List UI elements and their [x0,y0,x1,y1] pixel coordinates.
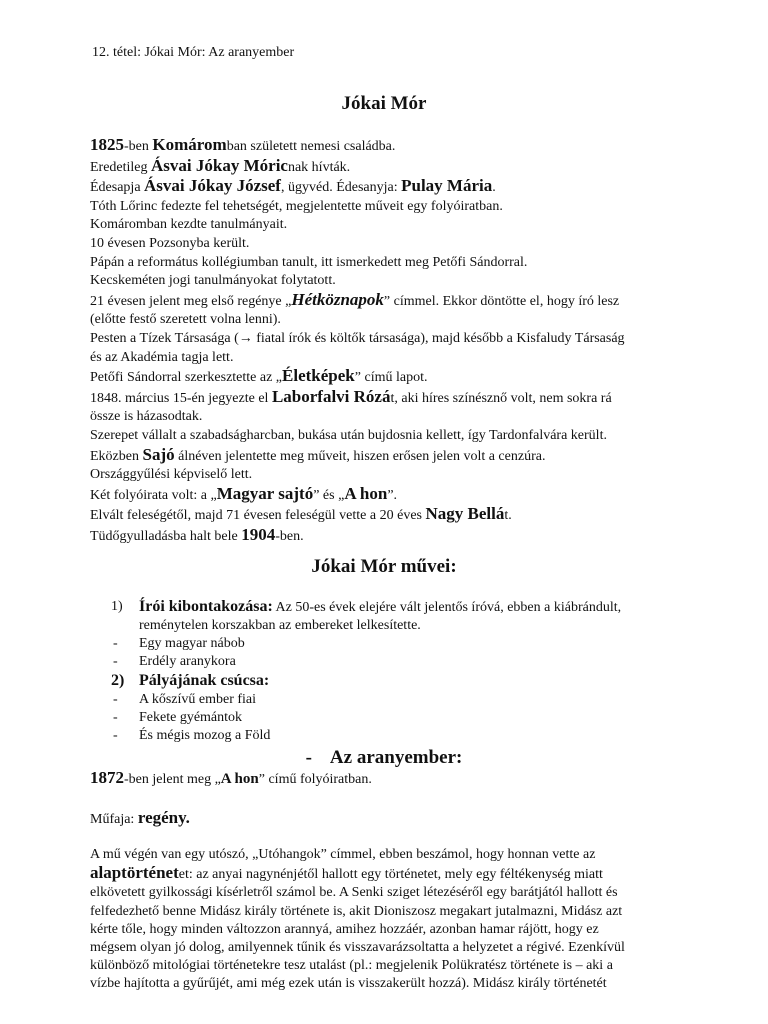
paragraph-line: felfedezhető benne Midász király története is, akit Dioniszosz megakart jutalmazni, Midász azt [90,903,623,919]
first-novel-title: Hétköznapok [291,289,384,309]
journal-title: Magyar sajtó [216,483,314,503]
period-description: Az 50-es évek elejére vált jelentős íróvá, ebben a kiábrándult, reménytelen korszakban az embereket lelkesítette. [139,600,622,633]
works-period-1 [111,598,691,635]
genre-value: regény. [137,808,190,827]
text-run: -ben [124,139,153,154]
list-number: 2) [111,672,125,689]
works-heading: Jókai Mór művei: [311,556,457,577]
bio-line: Kecskeméten jogi tanulmányokat folytatott. [90,273,336,289]
journal-title: A hon [344,483,388,503]
text-run: ” címmel. Ekkor döntötte el, hogy író lesz [383,293,620,309]
text-run: Eközben [90,448,143,464]
text-run: ” és „ [313,487,345,503]
dash-bullet: - [113,654,118,669]
text-run: nak hívták. [287,159,351,175]
journal-title: A hon [220,771,259,787]
bio-line: Országgyűlési képviselő lett. [90,467,253,483]
bio-line-death [90,526,690,547]
text-run: . [492,180,496,196]
text-run: 21 évesen jelent meg első regénye „ [90,293,292,309]
work-title: Egy magyar nábob [139,636,245,651]
text-run: t. [504,508,512,524]
period-heading: Írói kibontakozása: [139,598,273,615]
period-heading: Pályájának csúcsa: [139,672,270,689]
bio-line-parents [90,177,690,198]
bio-line-birth [90,136,690,157]
text-run: ban született nemesi családba. [226,139,396,154]
bio-line-marriage [90,388,690,409]
biography-section [90,136,690,546]
father-name: Ásvai Jókay József [144,176,281,196]
page-header: 12. tétel: Jókai Mór: Az aranyember [92,45,295,60]
work-item [111,709,691,727]
dash-bullet: - [113,728,118,743]
text-run: , ügyvéd. Édesanyja: [280,180,402,196]
birth-year: 1825 [90,135,124,154]
bio-line: Pápán a református kollégiumban tanult, itt ismerkedett meg Petőfi Sándorral. [90,254,528,270]
dash-bullet: - [113,636,118,651]
original-name: Ásvai Jókay Móric [151,155,288,175]
works-period-2 [111,671,691,691]
paragraph-line: elkövetett gyilkossági kísérletről számol be. A Senki sziget létezéséről egy barátjától hallott és [90,885,618,901]
text-run: -ben. [275,528,304,544]
text-run: et: az anyai nagynénjétől hallott egy történetet, mely egy féltékenység miatt [178,867,603,883]
work-title: Erdély aranykora [139,654,236,669]
dash-bullet: - [113,710,118,725]
work-item [111,691,691,709]
work-title: A kőszívű ember fiai [139,692,257,707]
bio-line: Komáromban kezdte tanulmányait. [90,217,288,233]
text-run: Elvált feleségétől, majd 71 évesen feleségül vette a 20 éves [90,508,426,524]
list-number: 1) [111,599,123,614]
text-run: Petőfi Sándorral szerkesztette az „ [90,370,283,386]
bio-line: Szerepet vállalt a szabadságharcban, bukása után bujdosnia kellett, így Tardonfalvára került. [90,427,607,443]
text-run: Eredetileg [90,159,152,175]
bio-line: és az Akadémia tagja lett. [90,349,234,365]
text-run: Tüdőgyulladásba halt bele [90,528,242,544]
bio-line-pseudonym [90,446,690,467]
works-list [111,598,691,745]
publication-year: 1872 [90,768,124,787]
wife-name: Laborfalvi Rózá [271,386,391,406]
paragraph-line: A mű végén van egy utószó, „Utóhangok” címmel, ebben beszámol, hogy honnan vette az [90,847,596,862]
mother-name: Pulay Mária [401,176,493,196]
text-run: -ben jelent meg „ [124,772,221,787]
text-run: ”. [387,487,398,503]
pseudonym: Sajó [142,444,175,464]
source-paragraph [90,846,690,994]
work-item [111,635,691,653]
keyword-alaptortenet: alaptörténet [90,863,179,883]
bio-line: (előtte festő szeretett volna lenni). [90,312,281,328]
bio-line-second-wife [90,505,690,526]
bio-line-first-novel [90,291,690,312]
genre-line [90,808,690,828]
work-title: És mégis mozog a Föld [139,728,271,743]
paragraph-line: kérte tőle, hogy minden változzon arannyá, amihez hozzáér, azonban hamar rájött, hogy ez [90,921,599,937]
death-year: 1904 [241,524,276,544]
text-run: ” című folyóiratban. [258,772,372,787]
bio-line: Tóth Lőrinc fedezte fel tehetségét, megjelentette műveit egy folyóiratban. [90,198,503,214]
work-item [111,653,691,671]
text-run: álnéven jelentette meg műveit, hiszen erősen jelen volt a cenzúra. [174,448,546,464]
page-title: Jókai Mór [341,93,427,114]
text-run: ” című lapot. [354,370,428,386]
text-run: 1848. március 15-én jegyezte el [90,390,272,406]
dash-bullet: - [113,692,118,707]
text-run: Két folyóirata volt: a „ [90,487,217,503]
bio-line: Pesten a Tízek Társasága (→ fiatal írók és költők társasága), majd később a Kisfaludy Társaság [90,330,625,346]
second-wife-name: Nagy Bellá [425,504,505,524]
bio-line-original-name [90,157,690,178]
paragraph-line: vízbe hajította a gyűrűjét, ami még ezek után is visszakerült hozzá). Midász király történetét [90,976,607,992]
paragraph-line: mégsem olyan jó dolog, amilyennek tűnik és visszavarázsoltatta a helyzetet a régivé. Ezenkívül [90,940,625,956]
journal-title: Életképek [282,366,355,386]
text-run: Édesapja [90,180,145,196]
paragraph-line: különböző mitológiai történetekre tesz utalást (pl.: megjelenik Polükratész története is – aki a [90,958,613,974]
genre-label: Műfaja: [90,812,138,827]
bio-line: össze is házasodtak. [90,409,203,425]
bio-line: 10 évesen Pozsonyba került. [90,235,250,251]
paragraph-line [90,864,690,884]
bio-line-eletkepek [90,367,690,388]
text-run: t, aki híres színésznő volt, nem sokra rá [390,390,612,406]
birth-city: Komárom [152,135,227,154]
aranyember-heading: - Az aranyember: [305,747,463,768]
bio-line-journals [90,485,690,506]
publication-line [90,768,690,788]
work-item [111,727,691,745]
work-title: Fekete gyémántok [139,710,243,725]
